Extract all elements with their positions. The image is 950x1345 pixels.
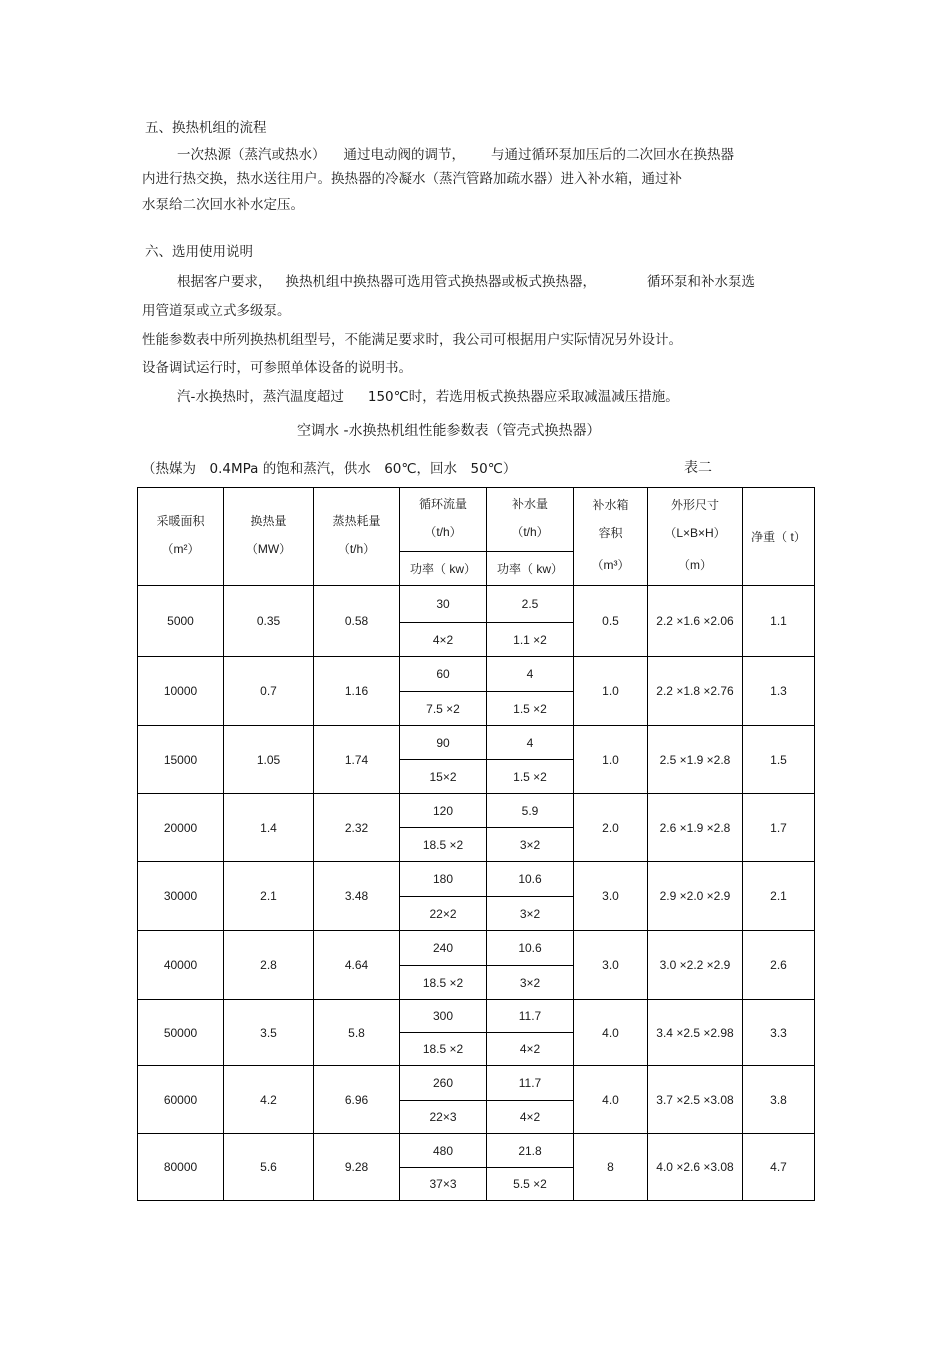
cell-weight: 1.7 xyxy=(743,794,815,862)
table-row xyxy=(138,1134,815,1168)
table-row xyxy=(138,794,815,828)
cell-tank: 1.0 xyxy=(574,726,648,794)
cell-heat: 2.8 xyxy=(224,931,314,1000)
header-circulation xyxy=(400,488,487,552)
cell-heat: 0.7 xyxy=(224,657,314,726)
cell-heat: 2.1 xyxy=(224,862,314,931)
cell-makeup: 10.6 xyxy=(487,862,574,897)
cell-circulation: 260 xyxy=(400,1066,487,1101)
text-segment: 与通过循环泵加压后的二次回水在换热器 xyxy=(491,147,734,163)
header-text: 补水箱 xyxy=(592,497,629,512)
cell-steam: 1.74 xyxy=(314,726,400,794)
header-makeup xyxy=(487,488,574,552)
table-row xyxy=(138,862,815,897)
section6-paragraph-line-5 xyxy=(177,388,679,406)
header-unit: （t/h） xyxy=(424,524,462,539)
cell-circulation: 120 xyxy=(400,794,487,828)
cell-tank: 4.0 xyxy=(574,1000,648,1066)
cell-circulation: 30 xyxy=(400,586,487,623)
header-text: 循环流量 xyxy=(418,496,467,511)
table-note: （热媒为 0.4MPa 的饱和蒸汽，供水 60℃，回水 50℃） xyxy=(142,461,517,477)
text-segment: 换热机组中换热器可选用管式换热器或板式换热器， xyxy=(285,274,596,290)
text-segment: 根据客户要求， xyxy=(177,274,272,290)
table-row xyxy=(138,726,815,760)
cell-tank: 4.0 xyxy=(574,1066,648,1134)
header-unit: （MW） xyxy=(245,541,292,556)
performance-table xyxy=(137,487,815,1201)
cell-weight: 1.1 xyxy=(743,586,815,657)
cell-dimensions: 3.4 ×2.5 ×2.98 xyxy=(648,1000,743,1066)
header-circulation-power: 功率（ kw） xyxy=(400,552,487,586)
header-area xyxy=(138,488,224,586)
cell-steam: 2.32 xyxy=(314,794,400,862)
text-segment: 通过电动阀的调节， xyxy=(343,147,465,163)
cell-area: 5000 xyxy=(138,586,224,657)
cell-makeup-power: 3×2 xyxy=(487,966,574,1000)
cell-makeup-power: 3×2 xyxy=(487,828,574,862)
header-text: （L×B×H） xyxy=(664,525,726,540)
header-dimensions xyxy=(648,488,743,586)
header-text: 蒸热耗量 xyxy=(332,513,381,528)
cell-weight: 3.3 xyxy=(743,1000,815,1066)
cell-weight: 3.8 xyxy=(743,1066,815,1134)
table-title: 空调水 -水换热机组性能参数表（管壳式换热器） xyxy=(297,423,601,439)
table-body xyxy=(138,488,815,1201)
cell-heat: 3.5 xyxy=(224,1000,314,1066)
header-text: 容积 xyxy=(598,525,623,540)
cell-circulation-power: 18.5 ×2 xyxy=(400,966,487,1000)
cell-weight: 4.7 xyxy=(743,1134,815,1201)
header-unit: （m³） xyxy=(591,557,630,572)
cell-makeup: 11.7 xyxy=(487,1000,574,1033)
cell-makeup: 4 xyxy=(487,657,574,692)
cell-steam: 9.28 xyxy=(314,1134,400,1201)
cell-area: 50000 xyxy=(138,1000,224,1066)
cell-dimensions: 4.0 ×2.6 ×3.08 xyxy=(648,1134,743,1201)
cell-makeup-power: 1.5 ×2 xyxy=(487,760,574,794)
cell-steam: 4.64 xyxy=(314,931,400,1000)
cell-makeup-power: 3×2 xyxy=(487,897,574,931)
cell-circulation-power: 7.5 ×2 xyxy=(400,692,487,726)
table-row xyxy=(138,657,815,692)
header-makeup-power: 功率（ kw） xyxy=(487,552,574,586)
cell-area: 80000 xyxy=(138,1134,224,1201)
cell-makeup-power: 1.5 ×2 xyxy=(487,692,574,726)
cell-makeup: 4 xyxy=(487,726,574,760)
cell-circulation-power: 18.5 ×2 xyxy=(400,828,487,862)
cell-dimensions: 2.5 ×1.9 ×2.8 xyxy=(648,726,743,794)
cell-weight: 2.6 xyxy=(743,931,815,1000)
cell-circulation: 480 xyxy=(400,1134,487,1168)
header-unit: （m） xyxy=(678,557,712,572)
text-segment: 150℃时，若选用板式换热器应采取减温减压措施。 xyxy=(367,389,679,405)
cell-tank: 1.0 xyxy=(574,657,648,726)
cell-makeup-power: 5.5 ×2 xyxy=(487,1168,574,1201)
header-text: 采暖面积 xyxy=(156,513,205,528)
cell-tank: 3.0 xyxy=(574,862,648,931)
header-unit: （t/h） xyxy=(511,524,549,539)
cell-circulation-power: 18.5 ×2 xyxy=(400,1033,487,1066)
table-label: 表二 xyxy=(684,460,712,476)
section5-paragraph-line-2: 内进行热交换，热水送往用户。换热器的冷凝水（蒸汽管路加疏水器）进入补水箱，通过补 xyxy=(142,171,682,187)
cell-circulation: 300 xyxy=(400,1000,487,1033)
cell-dimensions: 2.6 ×1.9 ×2.8 xyxy=(648,794,743,862)
cell-makeup-power: 4×2 xyxy=(487,1101,574,1134)
cell-makeup: 2.5 xyxy=(487,586,574,623)
section6-paragraph-line-4: 设备调试运行时，可参照单体设备的说明书。 xyxy=(142,360,412,376)
table-row xyxy=(138,1066,815,1101)
header-row xyxy=(138,488,815,552)
header-unit: （m²） xyxy=(161,541,200,556)
header-text: 补水量 xyxy=(511,496,548,511)
table-row xyxy=(138,586,815,623)
cell-makeup-power: 1.1 ×2 xyxy=(487,623,574,657)
header-unit: （t/h） xyxy=(337,541,376,556)
cell-area: 15000 xyxy=(138,726,224,794)
table-row xyxy=(138,1000,815,1033)
section6-paragraph-line-3: 性能参数表中所列换热机组型号，不能满足要求时，我公司可根据用户实际情况另外设计。 xyxy=(142,332,682,348)
cell-area: 20000 xyxy=(138,794,224,862)
cell-circulation-power: 15×2 xyxy=(400,760,487,794)
cell-area: 30000 xyxy=(138,862,224,931)
cell-weight: 2.1 xyxy=(743,862,815,931)
text-segment: 一次热源（蒸汽或热水） xyxy=(177,147,326,163)
cell-dimensions: 2.2 ×1.6 ×2.06 xyxy=(648,586,743,657)
header-text: 外形尺寸 xyxy=(670,497,719,512)
cell-circulation-power: 37×3 xyxy=(400,1168,487,1201)
cell-makeup: 5.9 xyxy=(487,794,574,828)
cell-makeup-power: 4×2 xyxy=(487,1033,574,1066)
cell-weight: 1.3 xyxy=(743,657,815,726)
text-segment: 循环泵和补水泵选 xyxy=(647,274,755,290)
cell-dimensions: 3.0 ×2.2 ×2.9 xyxy=(648,931,743,1000)
header-text: 换热量 xyxy=(250,513,287,528)
cell-tank: 3.0 xyxy=(574,931,648,1000)
cell-circulation-power: 22×2 xyxy=(400,897,487,931)
section5-heading: 五、换热机组的流程 xyxy=(145,120,267,136)
cell-heat: 0.35 xyxy=(224,586,314,657)
cell-area: 10000 xyxy=(138,657,224,726)
cell-makeup: 21.8 xyxy=(487,1134,574,1168)
section5-paragraph-line-3: 水泵给二次回水补水定压。 xyxy=(142,197,304,213)
cell-circulation-power: 22×3 xyxy=(400,1101,487,1134)
cell-makeup: 10.6 xyxy=(487,931,574,966)
cell-dimensions: 2.2 ×1.8 ×2.76 xyxy=(648,657,743,726)
section5-paragraph-line-1 xyxy=(177,146,734,164)
text-segment: 汽-水换热时，蒸汽温度超过 xyxy=(177,389,344,405)
cell-dimensions: 3.7 ×2.5 ×3.08 xyxy=(648,1066,743,1134)
header-weight: 净重（ t） xyxy=(743,488,815,586)
cell-tank: 8 xyxy=(574,1134,648,1201)
cell-area: 40000 xyxy=(138,931,224,1000)
cell-circulation: 180 xyxy=(400,862,487,897)
header-tank xyxy=(574,488,648,586)
cell-tank: 2.0 xyxy=(574,794,648,862)
cell-steam: 3.48 xyxy=(314,862,400,931)
cell-circulation: 60 xyxy=(400,657,487,692)
cell-makeup: 11.7 xyxy=(487,1066,574,1101)
header-heat xyxy=(224,488,314,586)
cell-heat: 5.6 xyxy=(224,1134,314,1201)
cell-weight: 1.5 xyxy=(743,726,815,794)
section6-heading: 六、选用使用说明 xyxy=(145,244,253,260)
table-row xyxy=(138,931,815,966)
cell-dimensions: 2.9 ×2.0 ×2.9 xyxy=(648,862,743,931)
cell-circulation: 240 xyxy=(400,931,487,966)
cell-heat: 1.05 xyxy=(224,726,314,794)
cell-circulation-power: 4×2 xyxy=(400,623,487,657)
cell-tank: 0.5 xyxy=(574,586,648,657)
cell-steam: 6.96 xyxy=(314,1066,400,1134)
section6-paragraph-line-1 xyxy=(177,273,755,291)
cell-steam: 5.8 xyxy=(314,1000,400,1066)
header-steam xyxy=(314,488,400,586)
cell-heat: 1.4 xyxy=(224,794,314,862)
section6-paragraph-line-2: 用管道泵或立式多级泵。 xyxy=(142,303,291,319)
cell-steam: 0.58 xyxy=(314,586,400,657)
cell-circulation: 90 xyxy=(400,726,487,760)
cell-steam: 1.16 xyxy=(314,657,400,726)
cell-area: 60000 xyxy=(138,1066,224,1134)
cell-heat: 4.2 xyxy=(224,1066,314,1134)
